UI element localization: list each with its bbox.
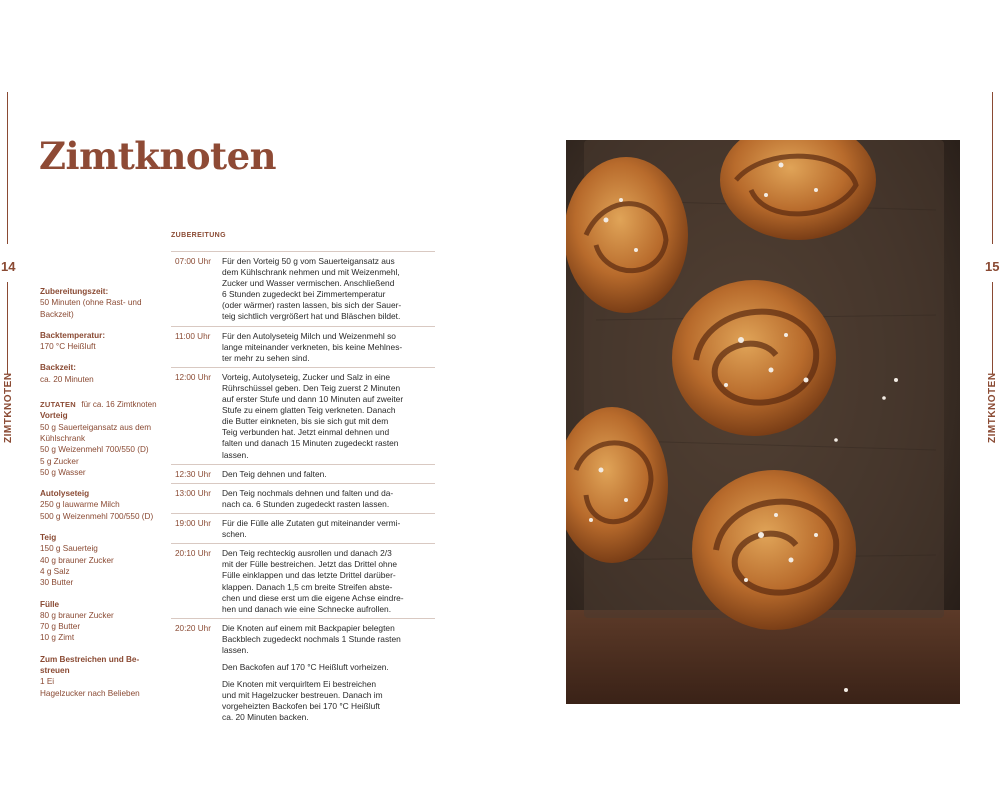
step-paragraph [222,679,435,723]
ingredient-group-bestreichen [40,654,165,699]
step-time: 11:00 Uhr [175,331,211,341]
ingredient-item: 50 g Wasser [40,467,86,477]
side-label-left: ZIMTKNOTEN [3,372,14,443]
step-line: falten und danach 15 Minuten zugedeckt rasten [222,438,399,449]
step-description [222,331,435,364]
ingredient-group-title: Fülle [40,599,60,609]
step-description [222,256,435,323]
right-margin-rule-top [992,92,993,244]
ingredient-group-teig [40,532,165,588]
step-line: 6 Stunden zugedeckt bei Zimmertemperatur [222,289,386,300]
step-line: Vorteig, Autolyseteig, Zucker und Salz in eine [222,371,391,382]
step-line: Backblech zugedeckt nochmals 1 Stunde rasten [222,633,401,644]
step-time: 13:00 Uhr [175,488,211,498]
cinnamon-knots-illustration [566,140,960,704]
ingredient-group-vorteig [40,410,165,478]
step-line: Für den Vorteig 50 g vom Sauerteigansatz aus [222,256,395,266]
ingredient-item: 50 g Weizenmehl 700/550 (D) [40,445,149,455]
bake-time-value: ca. 20 Minuten [40,374,94,384]
bake-temp-value: 170 °C Heißluft [40,342,96,352]
bun-center [672,280,836,436]
step-line: Zucker und Wasser vermischen. Anschließend [222,278,395,289]
step-time: 20:10 Uhr [175,549,211,559]
step-line: klappen. Danach 1,5 cm breite Streifen abste- [222,581,393,592]
step-line: Fülle einklappen und das letzte Drittel darüber- [222,570,396,581]
ingredients-yield: für ca. 16 Zimtknoten [81,400,157,410]
step-line: und mit Hagelzucker bestreuen. Danach im [222,690,383,701]
step-line: Die Knoten auf einem mit Backpapier belegten [222,622,395,633]
step-description [222,518,435,540]
step-line: ca. 20 Minuten backen. [222,712,309,723]
bake-time-label: Backzeit: [40,363,76,373]
ingredient-item: 150 g Sauerteig [40,544,98,554]
step-line: (oder wärmer) rasten lassen, bis sich der Sauer- [222,300,402,311]
page-number-left: 14 [1,259,16,274]
ingredient-group-title: Autolyseteig [40,489,90,499]
step-line: ter mehr zu sehen sind. [222,352,310,363]
preparation-table [171,251,435,727]
ingredient-group-fuelle [40,599,165,644]
ingredient-item: 5 g Zucker [40,456,79,466]
step-description [222,488,435,510]
step-description [222,548,435,615]
ingredient-item: Hagelzucker nach Belieben [40,688,140,698]
left-margin-rule-bottom [7,282,8,374]
prep-step [171,464,435,483]
prep-step [171,618,435,727]
step-line: Für den Autolyseteig Milch und Weizenmehl so [222,330,396,341]
step-line: Für die Fülle alle Zutaten gut miteinander vermi- [222,518,401,529]
step-line: Die Knoten mit verquirltem Ei bestreichen [222,679,377,690]
step-line: Stufe zu einem glatten Teig verkneten. Danach [222,405,396,416]
step-paragraph [222,623,435,656]
step-line: hen und danach wie eine Schnecke aufrollen. [222,603,392,614]
step-line: Den Teig rechteckig ausrollen und danach 2/3 [222,548,392,559]
ingredients-heading [40,399,165,410]
step-line: teig sichtlich vergrößert hat und Bläschen bildet. [222,311,401,322]
step-line: Rührschüssel geben. Den Teig zuerst 2 Minuten [222,382,401,393]
ingredient-item: 500 g Weizenmehl 700/550 (D) [40,511,154,521]
step-description [222,372,435,461]
right-margin-rule-bottom [992,282,993,374]
prep-step [171,483,435,513]
step-line: die Butter einkneten, bis sie sich gut mit dem [222,416,389,427]
step-time: 12:30 Uhr [175,469,211,479]
bun-top-left [566,157,688,313]
prep-step [171,251,435,326]
ingredient-item: 80 g brauner Zucker [40,610,114,620]
prep-time-block [40,286,165,320]
ingredients-heading-label: ZUTATEN [40,400,76,410]
ingredient-item: 30 Butter [40,578,74,588]
step-line: Den Backofen auf 170 °C Heißluft vorheizen. [222,662,389,673]
ingredient-group-title-line1: Zum Bestreichen und Be- [40,654,140,664]
ingredient-group-title-line2: streuen [40,666,70,676]
step-time: 19:00 Uhr [175,519,211,529]
recipe-title: Zimtknoten [39,134,277,178]
prep-step [171,543,435,618]
step-time: 07:00 Uhr [175,257,211,266]
step-time: 12:00 Uhr [175,372,211,382]
step-line: Den Teig nochmals dehnen und falten und da- [222,487,394,498]
step-line: Den Teig dehnen und falten. [222,468,327,479]
step-line: mit der Fülle bestreichen. Jetzt das Drittel ohne [222,559,398,570]
ingredient-item: 4 g Salz [40,566,70,576]
step-line: dem Kühlschrank nehmen und mit Weizenmehl, [222,267,400,278]
step-line: schen. [222,529,247,540]
ingredient-group-title: Vorteig [40,411,68,421]
step-line: lange miteinander verkneten, bis keine Mehlnes- [222,341,403,352]
step-time: 20:20 Uhr [175,623,211,633]
ingredient-item: 40 g brauner Zucker [40,555,114,565]
prep-time-label: Zubereitungszeit: [40,287,109,296]
prep-step [171,326,435,367]
bake-temp-block [40,330,165,353]
recipe-meta-column [40,286,165,709]
ingredient-item: 250 g lauwarme Milch [40,500,120,510]
step-description [222,469,435,480]
step-line: nach ca. 6 Stunden zugedeckt rasten lassen. [222,498,390,509]
step-line: auf erster Stufe und dann 10 Minuten auf zweiter [222,394,404,405]
preparation-heading: ZUBEREITUNG [171,232,226,239]
ingredient-group-title: Teig [40,533,57,543]
step-line: chen und diese erst um die eigene Achse eindre- [222,592,404,603]
step-line: lassen. [222,449,249,460]
step-line: vorgeheizten Backofen bei 170 °C Heißluft [222,701,380,712]
step-description [222,623,435,724]
page-number-right: 15 [985,259,1000,274]
ingredient-group-autolyseteig [40,488,165,522]
left-margin-rule-top [7,92,8,244]
cinnamon-knots-photo [566,140,960,704]
prep-step [171,367,435,464]
bake-time-block [40,362,165,385]
step-line: Teig verbunden hat. Jetzt einmal dehnen und [222,427,390,438]
prep-time-value-line1: 50 Minuten (ohne Rast- und [40,298,142,308]
ingredient-item: Kühlschrank [40,433,86,443]
bake-temp-label: Backtemperatur: [40,330,106,340]
prep-step [171,513,435,543]
prep-time-value-line2: Backzeit) [40,309,74,319]
ingredient-item: 50 g Sauerteigansatz aus dem [40,422,152,432]
side-label-right: ZIMTKNOTEN [987,372,998,443]
ingredient-item: 10 g Zimt [40,633,75,643]
step-line: lassen. [222,645,249,656]
step-paragraph [222,662,435,673]
ingredient-item: 70 g Butter [40,622,81,632]
ingredient-item: 1 Ei [40,677,55,687]
bun-bottom [692,470,856,630]
